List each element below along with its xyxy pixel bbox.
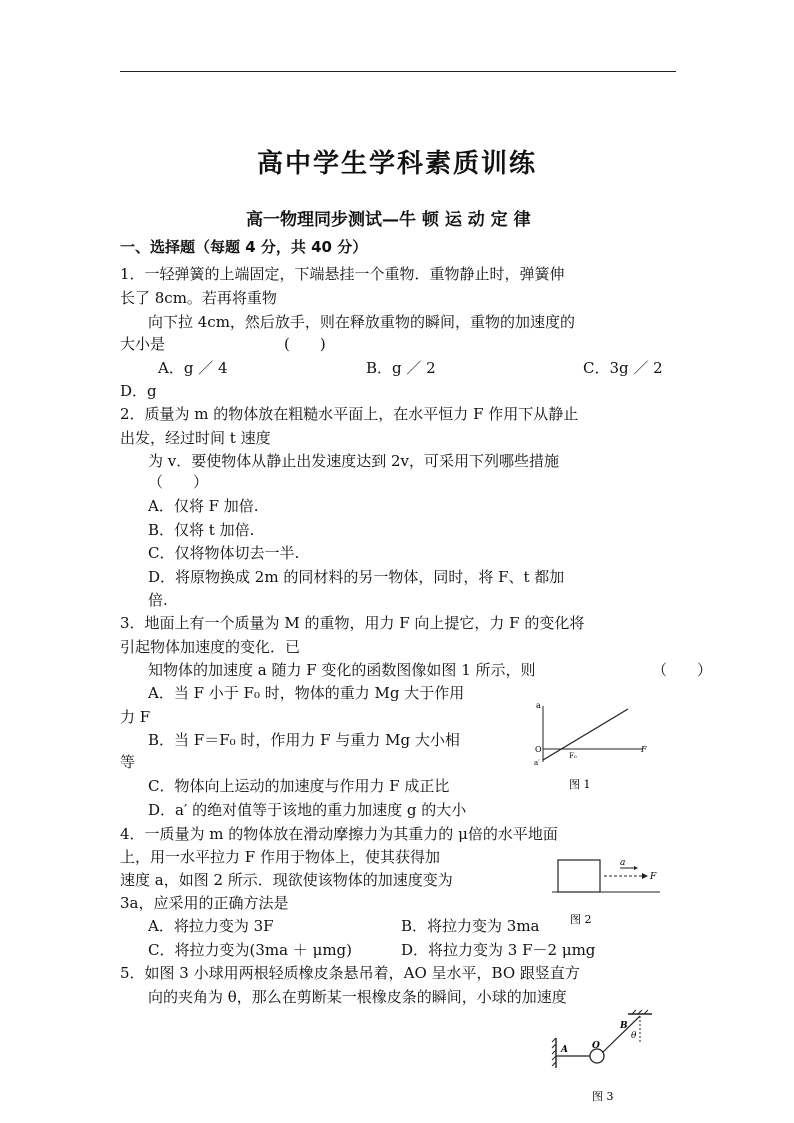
q3-option-d: D．a′ 的绝对值等于该地的重力加速度 g 的大小 [148, 801, 467, 819]
fig1-label-f: F [641, 745, 647, 754]
page-title: 高中学生学科素质训练 [256, 149, 537, 179]
q3-option-a-line2: 力 F [120, 708, 151, 726]
q4-line3: 速度 a，如图 2 所示．现欲使该物体的加速度变为 [120, 871, 453, 889]
q2-option-b: B．仅将 t 加倍. [148, 521, 255, 539]
fig3-label-a: A [561, 1045, 568, 1055]
q4-option-d: D．将拉力变为 3 F－2 μmg [401, 941, 596, 959]
fig1-label-origin: O [535, 745, 542, 754]
q4-option-a: A．将拉力变为 3F [148, 917, 274, 935]
fig1-label-f0: F₀ [569, 752, 577, 760]
q5-line1: 5．如图 3 小球用两根轻质橡皮条悬吊着，AO 呈水平，BO 跟竖直方 [120, 964, 580, 982]
fig2-block [558, 860, 600, 892]
figure-1-graph [533, 696, 657, 796]
fig3-label-b: B [620, 1021, 628, 1031]
q3-option-c: C．物体向上运动的加速度与作用力 F 成正比 [148, 777, 450, 795]
q4-line1: 4．一质量为 m 的物体放在滑动摩擦力为其重力的 μ倍的水平地面 [120, 825, 558, 843]
fig3-label-o: O [592, 1041, 600, 1051]
q2-option-c: C．仅将物体切去一半. [148, 544, 300, 562]
q4-line2: 上，用一水平拉力 F 作用于物体上，使其获得加 [120, 848, 440, 866]
q5-line2: 向的夹角为 θ，那么在剪断某一根橡皮条的瞬间，小球的加速度 [148, 988, 567, 1006]
q1-line3: 向下拉 4cm，然后放手，则在释放重物的瞬间，重物的加速度的 [148, 313, 575, 331]
fig1-label-a-prime: a′ [534, 759, 540, 767]
fig1-caption: 图 1 [569, 778, 591, 791]
page-subtitle: 高一物理同步测试—牛 顿 运 动 定 律 [246, 210, 531, 230]
q3-option-b-line2: 等 [120, 753, 136, 771]
q4-line4: 3a，应采用的正确方法是 [120, 894, 289, 912]
fig2-accel-arrowhead [634, 866, 638, 870]
q1-line4: 大小是 [120, 335, 166, 353]
q2-option-d-line2: 倍. [148, 591, 168, 609]
q3-answer-bracket: （ ） [652, 661, 713, 679]
fig1-label-a: a [536, 701, 541, 710]
q3-line3: 知物体的加速度 a 随力 F 变化的函数图像如图 1 所示，则 [148, 661, 536, 679]
q3-line2: 引起物体加速度的变化．已 [120, 638, 301, 656]
fig3-label-theta: θ [631, 1031, 637, 1041]
q1-option-b: B．g ／ 2 [366, 359, 436, 377]
q3-line1: 3．地面上有一个质量为 M 的重物，用力 F 向上提它，力 F 的变化将 [120, 614, 585, 632]
q1-line1: 1．一轻弹簧的上端固定，下端悬挂一个重物．重物静止时，弹簧伸 [120, 265, 565, 283]
q2-line1: 2．质量为 m 的物体放在粗糙水平面上，在水平恒力 F 作用下从静止 [120, 405, 579, 423]
fig1-graph-line [543, 709, 628, 760]
q1-answer-bracket: ( ) [284, 335, 326, 353]
q4-option-c: C．将拉力变为(3ma ＋ μmg) [148, 941, 353, 959]
q2-option-a: A．仅将 F 加倍. [148, 497, 259, 515]
fig2-label-f: F [650, 872, 657, 882]
q2-answer-bracket: （ ） [148, 473, 209, 491]
fig3-ball [590, 1049, 604, 1063]
figure-2-diagram [548, 848, 668, 926]
fig2-force-arrowhead [642, 873, 648, 879]
section-heading: 一、选择题（每题 4 分，共 40 分） [120, 238, 368, 256]
figure-3-diagram [548, 1008, 668, 1116]
fig2-label-a: a [620, 858, 626, 868]
fig2-caption: 图 2 [570, 913, 592, 926]
q3-option-a-line1: A．当 F 小于 F₀ 时，物体的重力 Mg 大于作用 [148, 684, 465, 702]
header-rule [120, 71, 676, 72]
q2-option-d-line1: D．将原物换成 2m 的同材料的另一物体，同时，将 F、t 都加 [148, 568, 565, 586]
fig3-caption: 图 3 [592, 1090, 614, 1103]
q1-option-a: A．g ／ 4 [158, 359, 228, 377]
q2-line2: 出发，经过时间 t 速度 [120, 429, 271, 447]
q1-line2: 长了 8cm。若再将重物 [120, 289, 277, 307]
q1-option-c: C．3g ／ 2 [583, 359, 663, 377]
q4-option-b: B．将拉力变为 3ma [401, 917, 540, 935]
q1-option-d: D．g [120, 382, 157, 400]
q3-option-b-line1: B．当 F＝F₀ 时，作用力 F 与重力 Mg 大小相 [148, 731, 460, 749]
q2-line3: 为 v．要使物体从静止出发速度达到 2v，可采用下列哪些措施 [148, 452, 560, 470]
